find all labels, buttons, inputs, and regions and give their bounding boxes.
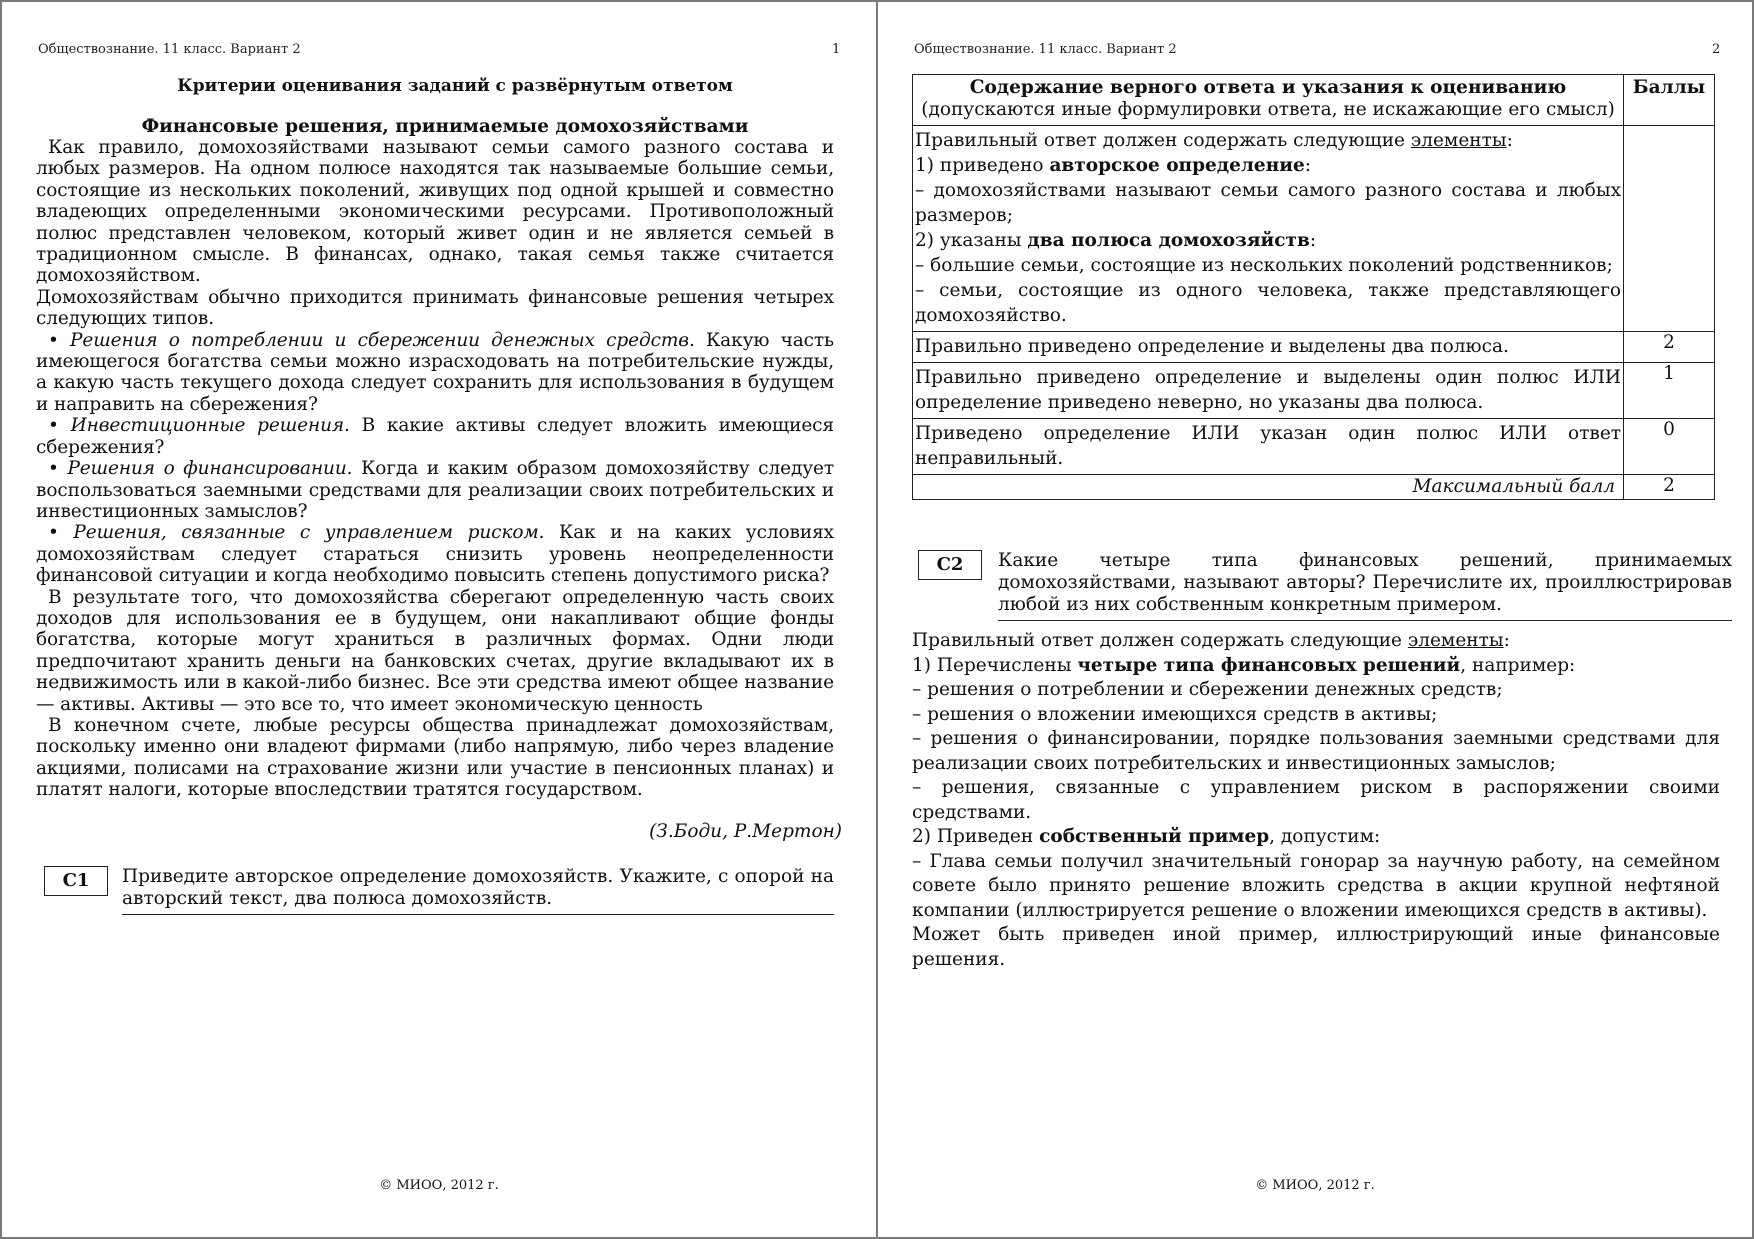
bullet-1: • Решения о потреблении и сбережении денежных средств. Какую часть имеющегося богатства семьи можно израсходовать на потребительские нужды, а какую часть текущего дохода следует сохранить для использования в будущем и направить на сбережения? <box>36 329 835 415</box>
paragraph-3: В результате того, что домохозяйства сберегают определенную часть своих доходов для использования ее в будущем, они накапливают общие фонды богатства, которые могут храниться в различных формах. Одни люди предпочитают хранить деньги на банковских счетах, другие вкладывают их в недвижимость или в какой-либо бизнес. Все эти средства имеют общее название — активы. Активы — это все то, что имеет экономическую ценность <box>36 586 834 715</box>
criteria-title: Критерии оценивания заданий с развёрнутым ответом <box>177 76 733 96</box>
c2-element-2: 2) Приведен собственный пример, допустим: <box>912 826 1381 847</box>
running-header: Обществознание. 11 класс. Вариант 2 <box>914 42 1177 57</box>
text-title: Финансовые решения, принимаемые домохозяйствами <box>141 116 749 137</box>
max-score-row <box>913 475 1715 500</box>
bullet-2-text: В какие активы следует вложить имеющиеся сбережения? <box>36 415 835 458</box>
page-number: 2 <box>1712 42 1721 57</box>
score-criterion: Правильно приведено определение и выделены два полюса. <box>913 332 1624 363</box>
score-points: 0 <box>1624 419 1715 475</box>
element-2-item-2: – семьи, состоящие из одного человека, также представляющего домохозяйство. <box>915 280 1622 326</box>
element-1: 1) приведено авторское определение: <box>915 155 1311 176</box>
c2-answer-intro: Правильный ответ должен содержать следующие элементы: <box>912 630 1510 651</box>
task-c2 <box>912 550 1732 621</box>
c2-element-1-item: – решения о потреблении и сбережении денежных средств; <box>912 679 1503 700</box>
task-text-c2: Какие четыре типа финансовых решений, принимаемых домохозяйствами, называют авторы? Перечислите их, проиллюстрировав любой из них собственным конкретным примером. <box>998 550 1732 621</box>
bullet-3: • Решения о финансировании. Когда и каким образом домохозяйству следует воспользоваться заемными средствами для реализации своих потребительских и инвестиционных замыслов? <box>36 458 835 522</box>
source-text-block <box>36 76 842 915</box>
max-score-label: Максимальный балл <box>913 475 1624 500</box>
page-number: 1 <box>832 42 841 57</box>
score-row <box>913 419 1715 475</box>
bullet-1-em: Решения о потреблении и сбережении денежных средств. <box>70 329 695 351</box>
c2-element-1-item: – решения о вложении имеющихся средств в активы; <box>912 703 1438 725</box>
score-row <box>913 332 1715 363</box>
score-points: 2 <box>1624 332 1715 363</box>
score-criterion: Приведено определение ИЛИ указан один полюс ИЛИ ответ неправильный. <box>913 419 1624 475</box>
scoring-table <box>912 74 1715 500</box>
c2-answer-final: Может быть приведен иной пример, иллюстрирующий иные финансовые решения. <box>912 924 1720 970</box>
author-attribution: (З.Боди, Р.Мертон) <box>649 820 842 842</box>
paragraph-4: В конечном счете, любые ресурсы общества принадлежат домохозяйствам, поскольку именно они владеют фирмами (либо напрямую, либо через владение акциями, полисами на страхование жизни или участие в пенсионных планах) и платят налоги, которые впоследствии тратятся государством. <box>36 714 834 801</box>
points-header: Баллы <box>1624 75 1715 126</box>
c2-element-1-item: – решения о финансировании, порядке пользования заемными средствами для реализации своих потребительских и инвестиционных замыслов; <box>912 728 1720 774</box>
content-header <box>913 75 1624 126</box>
bullet-3-em: Решения о финансировании. <box>67 458 353 480</box>
bullet-4-em: Решения, связанные с управлением риском. <box>73 522 545 544</box>
content-header-note: (допускаются иные формулировки ответа, не искажающие его смысл) <box>921 99 1615 120</box>
bullet-2: • Инвестиционные решения. В какие активы следует вложить имеющиеся сбережения? <box>36 415 835 458</box>
paragraph-2: Домохозяйствам обычно приходится принимать финансовые решения четырех следующих типов. <box>36 286 834 330</box>
score-row <box>913 363 1715 419</box>
task-c1 <box>36 866 834 915</box>
max-score-points: 2 <box>1624 475 1715 500</box>
paragraph-1: Как правило, домохозяйствами называют семьи самого разного состава и любых размеров. На одном полюсе находятся так называемые большие семьи, состоящие из нескольких поколений, живущих под одной крышей и совместно владеющих определенными экономическими ресурсами. Противоположный полюс представлен человеком, который живет один и не является семьей в традиционном смысле. В финансах, однако, такая семья также считается домохозяйством. <box>36 137 834 287</box>
elements-row <box>913 126 1715 332</box>
bullet-4: • Решения, связанные с управлением риском. Как и на каких условиях домохозяйствам следует стараться снизить уровень неопределенности финансовой ситуации и когда необходимо повысить степень допустимого риска? <box>36 522 834 587</box>
elements-intro: Правильный ответ должен содержать следующие элементы: <box>915 130 1513 151</box>
page-2 <box>876 0 1754 1239</box>
c2-element-1: 1) Перечислены четыре типа финансовых решений, например: <box>912 654 1576 676</box>
task-code-c1: C1 <box>44 866 108 896</box>
score-criterion: Правильно приведено определение и выделены один полюс ИЛИ определение приведено неверно, но указаны два полюса. <box>913 363 1624 419</box>
bullet-2-em: Инвестиционные решения. <box>70 415 350 437</box>
task-code-c2: C2 <box>918 550 982 580</box>
c2-answer <box>912 629 1720 972</box>
bullet-4-text: Как и на каких условиях домохозяйствам следует стараться снизить уровень неопределенности финансовой ситуации и когда необходимо повысить степень допустимого риска? <box>36 522 834 587</box>
element-1-item: – домохозяйствами называют семьи самого разного состава и любых размеров; <box>915 180 1622 226</box>
running-header: Обществознание. 11 класс. Вариант 2 <box>38 42 301 57</box>
elements-points <box>1624 126 1715 332</box>
bullet-3-text: Когда и каким образом домохозяйству следует воспользоваться заемными средствами для реализации своих потребительских и инвестиционных замыслов? <box>36 458 835 522</box>
footer: © МИОО, 2012 г. <box>379 1178 499 1193</box>
bullet-1-text: Какую часть имеющегося богатства семьи можно израсходовать на потребительские нужды, а какую часть текущего дохода следует сохранить для использования в будущем и направить на сбережения? <box>36 329 835 415</box>
c2-element-2-item: – Глава семьи получил значительный гонорар за научную работу, на семейном совете было принято решение вложить средства в акции крупной нефтяной компании (иллюстрируется решение о вложении имеющихся средств в активы). <box>912 850 1720 921</box>
elements-cell <box>913 126 1624 332</box>
task-text-c1: Приведите авторское определение домохозяйств. Укажите, с опорой на авторский текст, два полюса домохозяйств. <box>122 866 834 915</box>
element-2-item-1: – большие семьи, состоящие из нескольких поколений родственников; <box>915 255 1613 276</box>
c2-element-1-item: – решения, связанные с управлением риском в распоряжении своими средствами. <box>912 777 1720 823</box>
score-points: 1 <box>1624 363 1715 419</box>
content-header-title: Содержание верного ответа и указания к оцениванию <box>969 77 1567 98</box>
answer-block <box>912 74 1732 972</box>
element-2: 2) указаны два полюса домохозяйств: <box>915 230 1317 251</box>
footer: © МИОО, 2012 г. <box>1255 1178 1375 1193</box>
table-header-row <box>913 75 1715 126</box>
